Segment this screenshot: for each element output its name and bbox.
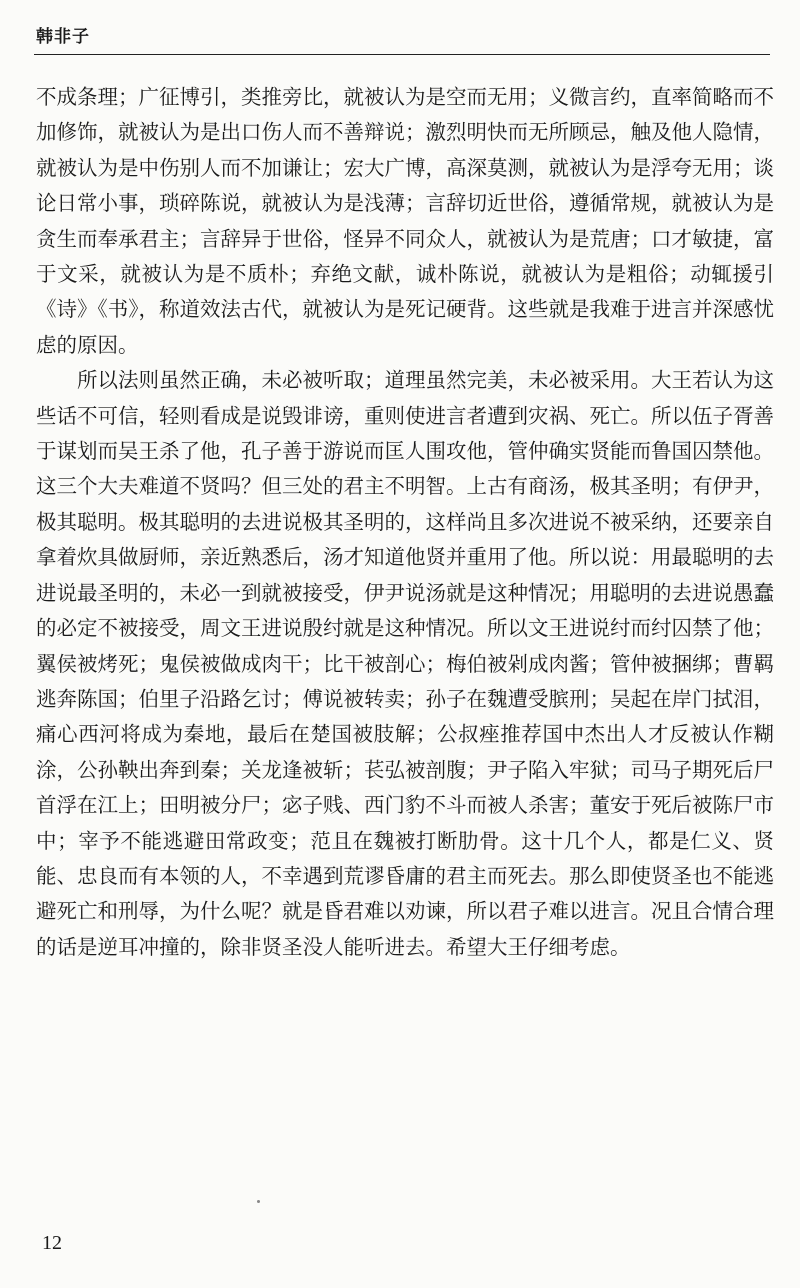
scan-speck bbox=[257, 1200, 260, 1203]
paragraph-continued: 不成条理；广征博引，类推旁比，就被认为是空而无用；义微言约，直率简略而不加修饰，就被认为是出口伤人而不善辩说；激烈明快而无所顾忌，触及他人隐情，就被认为是中伤别人而不加谦让；宏大广博，高深莫测，就被认为是浮夸无用；谈论日常小事，琐碎陈说，就被认为是浅薄；言辞切近世俗，遵循常规，就被认为是贪生而奉承君主；言辞异于世俗，怪异不同众人，就被认为是荒唐；口才敏捷，富于文采，就被认为是不质朴；弃绝文献，诚朴陈说，就被认为是粗俗；动辄援引《诗》《书》，称道效法古代，就被认为是死记硬背。这些就是我难于进言并深感忧虑的原因。 bbox=[36, 85, 774, 357]
running-title: 韩非子 bbox=[36, 27, 90, 47]
paragraph: 所以法则虽然正确，未必被听取；道理虽然完美，未必被采用。大王若认为这些话不可信，轻则看成是说毁诽谤，重则使进言者遭到灾祸、死亡。所以伍子胥善于谋划而吴王杀了他，孔子善于游说而匡人围攻他，管仲确实贤能而鲁国囚禁他。这三个大夫难道不贤吗？但三处的君主不明智。上古有商汤，极其圣明；有伊尹，极其聪明。极其聪明的去进说极其圣明的，这样尚且多次进说不被采纳，还要亲自拿着炊具做厨师，亲近熟悉后，汤才知道他贤并重用了他。所以说：用最聪明的去进说最圣明的，未必一到就被接受，伊尹说汤就是这种情况；用聪明的去进说愚蠢的必定不被接受，周文王进说殷纣就是这种情况。所以文王进说纣而纣囚禁了他；翼侯被烤死；鬼侯被做成肉干；比干被剖心；梅伯被剁成肉酱；管仲被捆绑；曹羁逃奔陈国；伯里子沿路乞讨；傅说被转卖；孙子在魏遭受膑刑；吴起在岸门拭泪，痛心西河将成为秦地，最后在楚国被肢解；公叔痤推荐国中杰出人才反被认作糊涂，公孙鞅出奔到秦；关龙逢被斩；苌弘被剖腹；尹子陷入牢狱；司马子期死后尸首浮在江上；田明被分尸；宓子贱、西门豹不斗而被人杀害；董安于死后被陈尸市中；宰予不能逃避田常政变；范且在魏被打断肋骨。这十几个人，都是仁义、贤能、忠良而有本领的人，不幸遇到荒谬昏庸的君主而死去。那么即使贤圣也不能逃避死亡和刑辱，为什么呢？就是昏君难以劝谏，所以君子难以进言。况且合情合理的话是逆耳冲撞的，除非贤圣没人能听进去。希望大王仔细考虑。 bbox=[36, 368, 774, 959]
page-number: 12 bbox=[42, 1232, 62, 1254]
header-rule bbox=[34, 54, 770, 55]
body-text bbox=[36, 80, 774, 965]
